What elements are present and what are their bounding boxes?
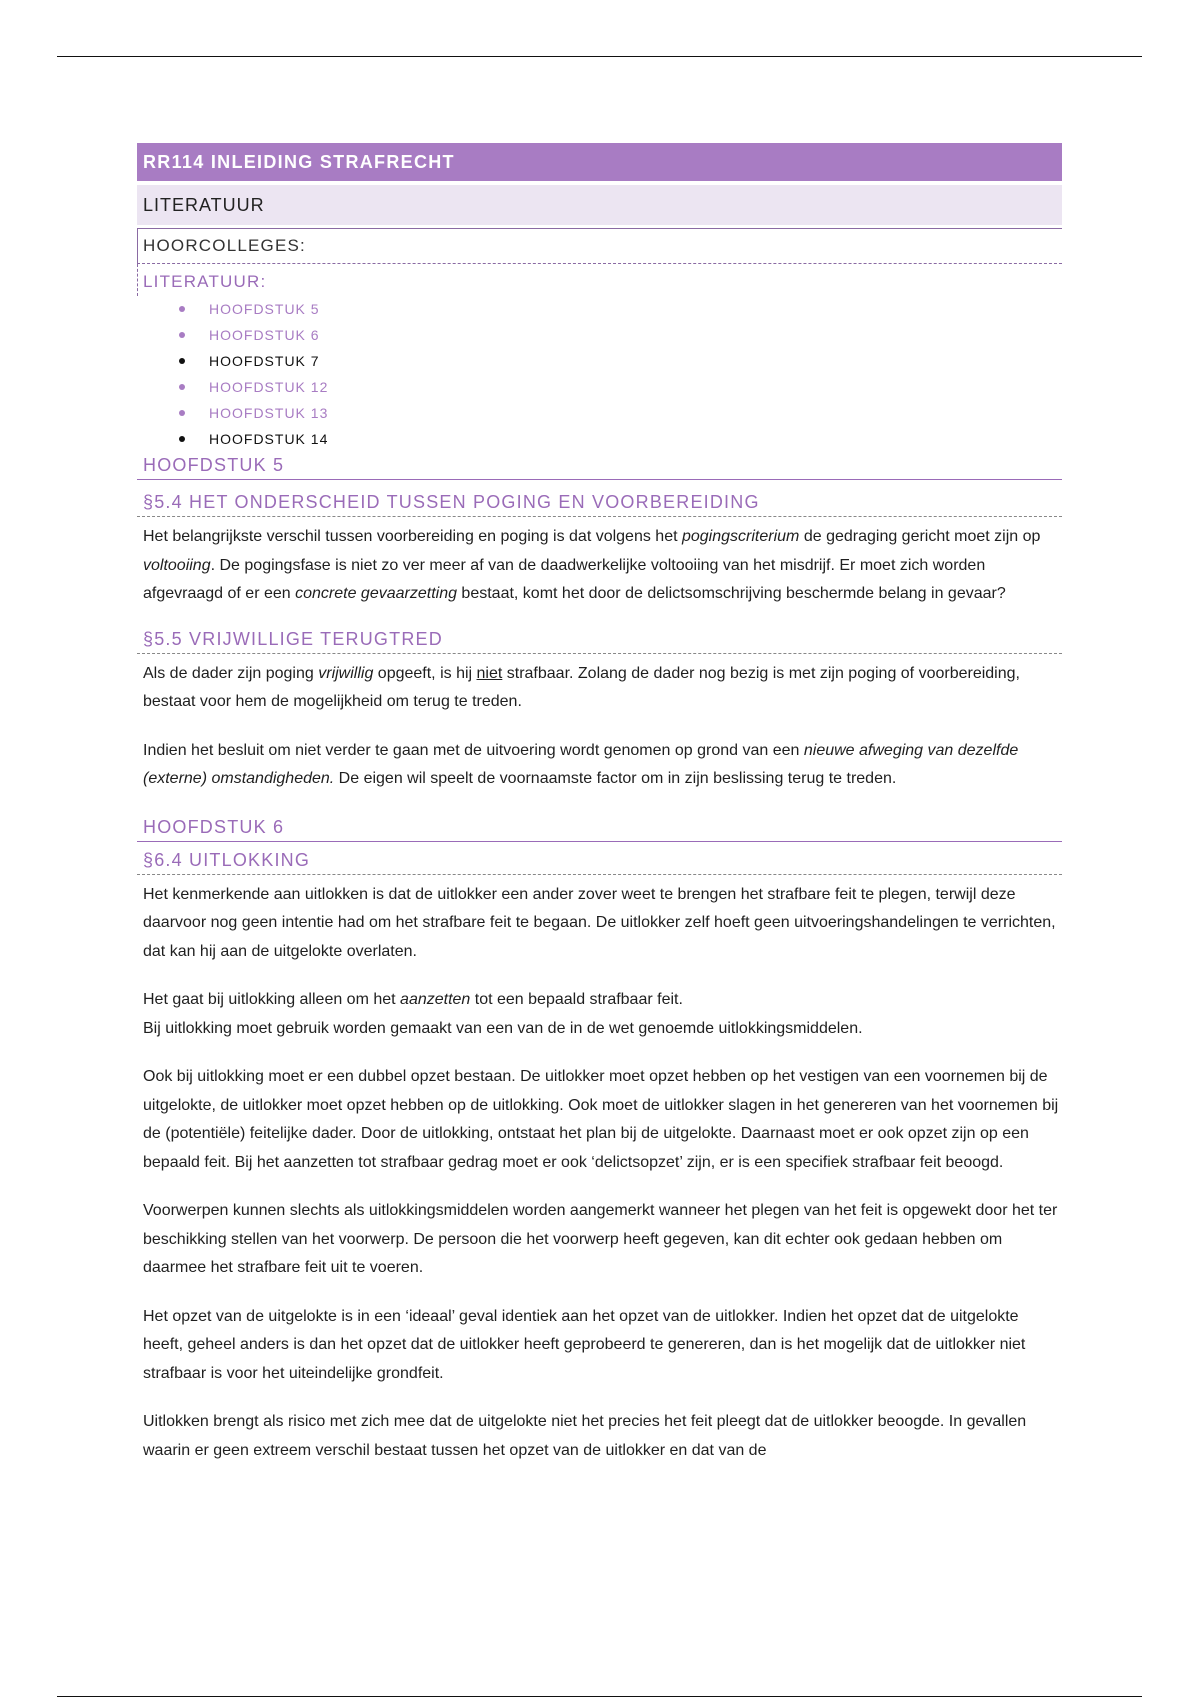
bullet-icon xyxy=(179,410,185,416)
paragraph: Het opzet van de uitgelokte is in een ‘ideaal’ geval identiek aan het opzet van de uitlokker. Indien het opzet dat de uitgelokte heeft, geheel anders is dan het opzet dat de uitlokker heeft geprobeerd te genereren, dan is het mogelijk dat de uitlokker niet strafbaar is voor het uiteindelijke grondfeit. xyxy=(143,1307,1026,1382)
section-heading-5-4: §5.4 HET ONDERSCHEID TUSSEN POGING EN VOORBEREIDING xyxy=(137,486,1062,517)
toc-item[interactable]: HOOFDSTUK 5 xyxy=(177,296,1062,322)
document-body xyxy=(137,143,1062,1465)
bullet-icon xyxy=(179,436,185,442)
paragraph: Het gaat bij uitlokking alleen om het aanzetten tot een bepaald strafbaar feit. Bij uitlokking moet gebruik worden gemaakt van een van de in de wet genoemde uitlokkingsmiddelen. xyxy=(143,991,863,1037)
bottom-rule xyxy=(57,1696,1142,1697)
section-heading-5-5: §5.5 VRIJWILLIGE TERUGTRED xyxy=(137,623,1062,654)
paragraph: Indien het besluit om niet verder te gaan met de uitvoering wordt genomen op grond van een nieuwe afweging van dezelfde (externe) omstandigheden. De eigen wil speelt de voornaamste factor om in zijn beslissing terug te treden. xyxy=(143,741,1019,787)
toc-literatuur[interactable]: LITERATUUR: xyxy=(137,264,1062,296)
paragraph: Het kenmerkende aan uitlokken is dat de uitlokker een ander zover weet te brengen het strafbare feit te plegen, terwijl deze daarvoor nog geen intentie had om het strafbare feit te begaan. De uitlokker zelf hoeft geen uitvoeringshandelingen te verrichten, dat kan hij aan de uitgelokte overlaten. xyxy=(143,885,1056,960)
bullet-icon xyxy=(179,358,185,364)
paragraph: Als de dader zijn poging vrijwillig opgeeft, is hij niet strafbaar. Zolang de dader nog bezig is met zijn poging of voorbereiding, bestaat voor hem de mogelijkheid om terug te treden. xyxy=(143,664,1020,710)
top-rule xyxy=(57,56,1142,57)
toc-list xyxy=(137,296,1062,452)
bullet-icon xyxy=(179,384,185,390)
subtitle: LITERATUUR xyxy=(137,185,1062,225)
toc-item[interactable]: HOOFDSTUK 6 xyxy=(177,322,1062,348)
course-title: RR114 INLEIDING STRAFRECHT xyxy=(137,143,1062,181)
toc-item[interactable]: HOOFDSTUK 12 xyxy=(177,374,1062,400)
paragraph: Voorwerpen kunnen slechts als uitlokkingsmiddelen worden aangemerkt wanneer het plegen van het feit is opgewekt door het ter beschikking stellen van het voorwerp. De persoon die het voorwerp heeft gegeven, kan dit echter ook gedaan hebben om daarmee het strafbare feit uit te voeren. xyxy=(143,1202,1058,1276)
chapter-heading-6: HOOFDSTUK 6 xyxy=(137,814,1062,842)
paragraph: Het belangrijkste verschil tussen voorbereiding en poging is dat volgens het pogingscriterium de gedraging gericht moet zijn op voltooiing. De pogingsfase is niet zo ver meer af van de daadwerkelijke voltooiing van het misdrijf. Er moet zich worden afgevraagd of er een concrete gevaarzetting bestaat, komt het door de delictsomschrijving beschermde belang in gevaar? xyxy=(143,528,1041,602)
toc-hoorcolleges[interactable]: HOORCOLLEGES: xyxy=(137,228,1062,264)
chapter-heading-5: HOOFDSTUK 5 xyxy=(137,452,1062,480)
paragraph: Uitlokken brengt als risico met zich mee dat de uitgelokte niet het precies het feit pleegt dat de uitlokker beoogde. In gevallen waarin er geen extreem verschil bestaat tussen het opzet van de uitlokker en dat van de xyxy=(143,1413,1027,1459)
toc-item[interactable]: HOOFDSTUK 13 xyxy=(177,400,1062,426)
bullet-icon xyxy=(179,332,185,338)
bullet-icon xyxy=(179,306,185,312)
toc-item[interactable]: HOOFDSTUK 7 xyxy=(177,348,1062,374)
section-heading-6-4: §6.4 UITLOKKING xyxy=(137,844,1062,875)
paragraph: Ook bij uitlokking moet er een dubbel opzet bestaan. De uitlokker moet opzet hebben op het vestigen van een voornemen bij de uitgelokte, de uitlokker moet opzet hebben op de uitlokking. Ook moet de uitlokker slagen in het genereren van het voornemen bij de (potentiële) feitelijke dader. Door de uitlokking, ontstaat het plan bij de uitgelokte. Daarnaast moet er ook opzet zijn op een bepaald feit. Bij het aanzetten tot strafbaar gedrag moet er ook ‘delictsopzet’ zijn, er is een specifiek strafbaar feit beoogd. xyxy=(143,1068,1059,1171)
toc-item[interactable]: HOOFDSTUK 14 xyxy=(177,426,1062,452)
